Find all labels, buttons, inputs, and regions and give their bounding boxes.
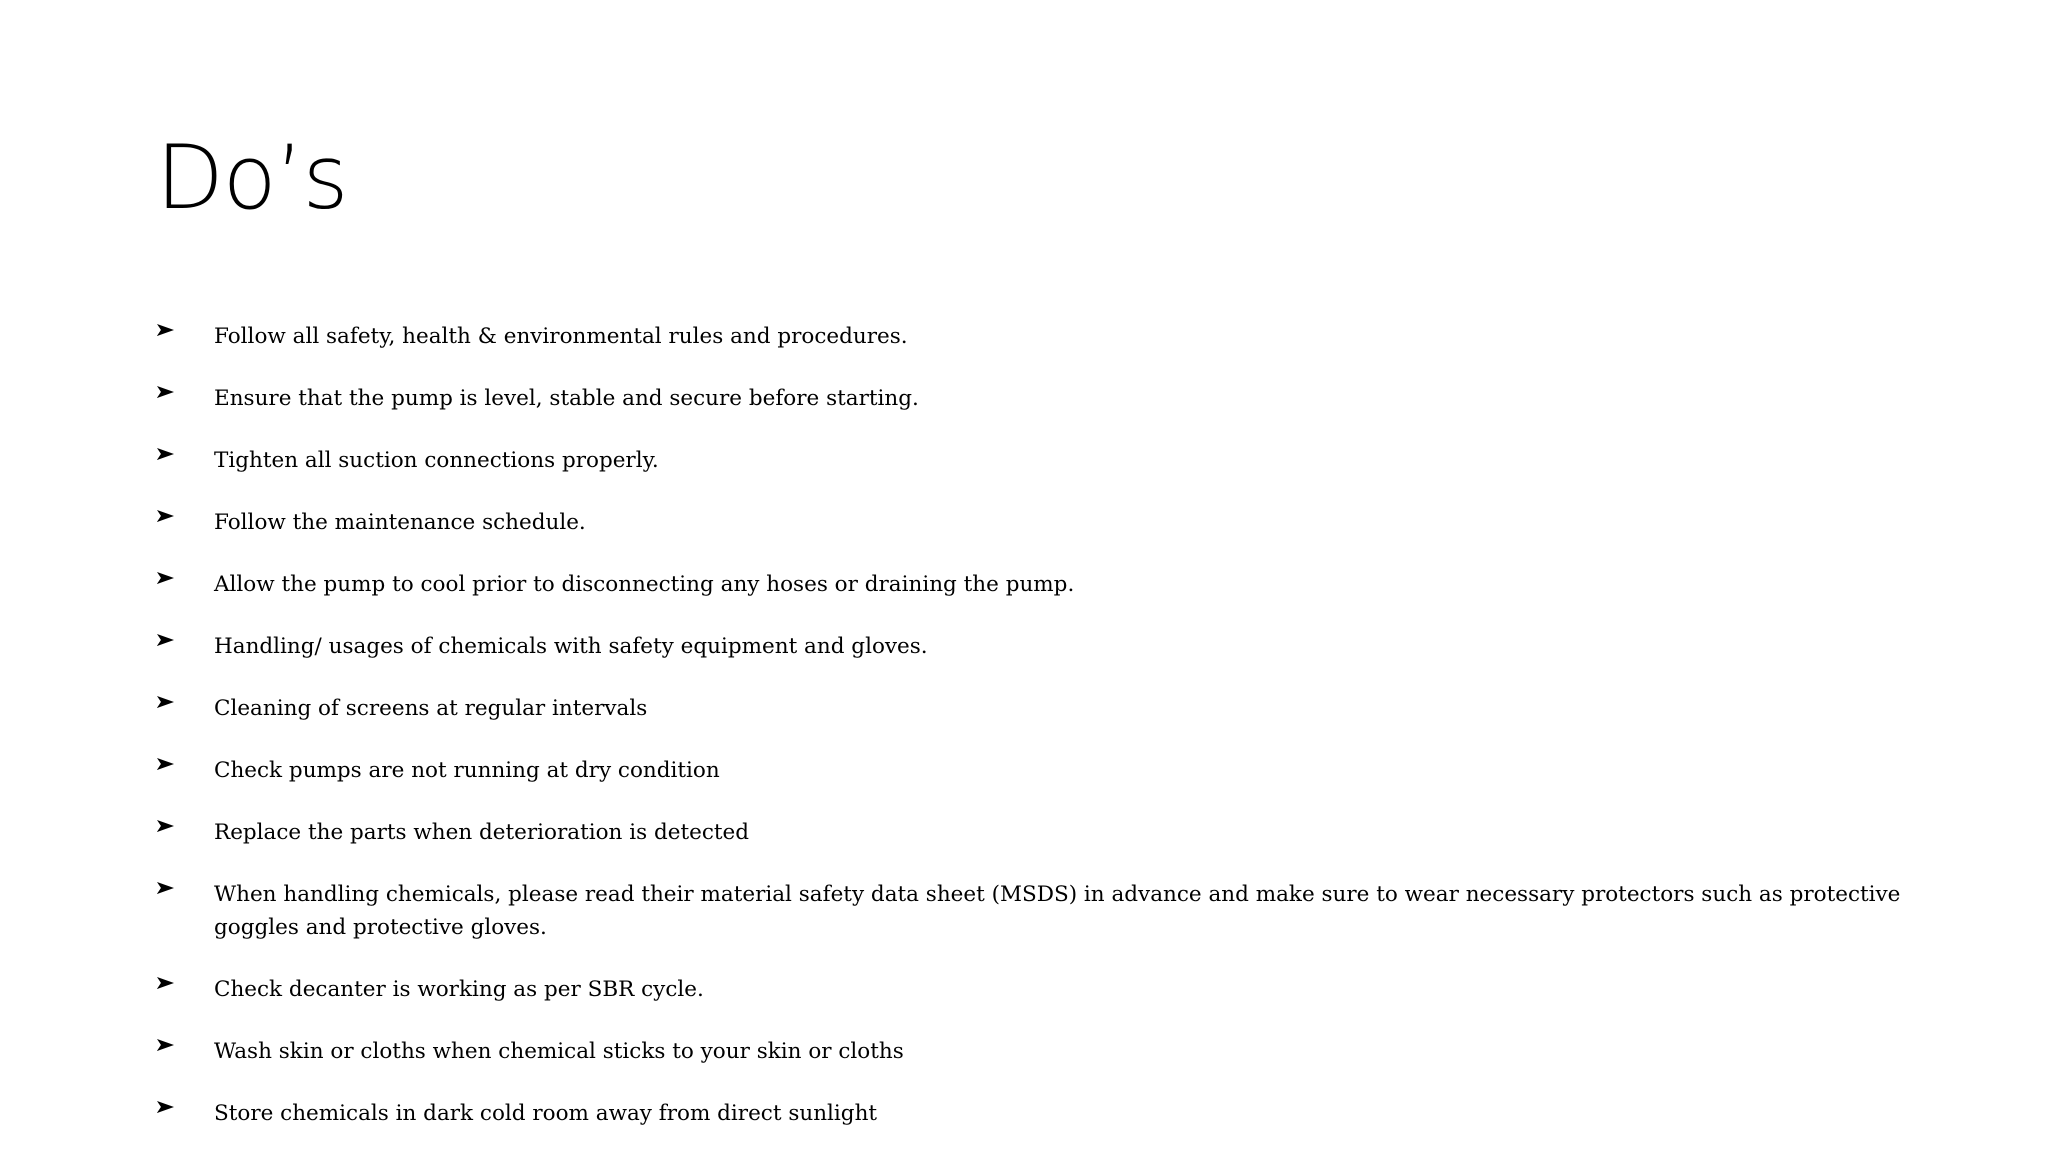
list-item [156, 444, 1916, 477]
list-item-text: Check decanter is working as per SBR cycle. [214, 977, 704, 1002]
list-item [156, 506, 1916, 539]
list-item-text: When handling chemicals, please read their material safety data sheet (MSDS) in advance and make sure to wear necessary protectors such as protective goggles and protective gloves. [214, 882, 1901, 940]
list-item [156, 973, 1916, 1006]
list-item-text: Handling/ usages of chemicals with safety equipment and gloves. [214, 634, 928, 659]
list-item [156, 754, 1916, 787]
arrowhead-bullet-icon [156, 378, 176, 408]
list-item [156, 1097, 1916, 1130]
list-item [156, 816, 1916, 849]
list-item-text: Cleaning of screens at regular intervals [214, 696, 648, 721]
list-item-text: Wash skin or cloths when chemical sticks to your skin or cloths [214, 1039, 904, 1064]
list-item-text: Replace the parts when deterioration is detected [214, 820, 749, 845]
arrowhead-bullet-icon [156, 812, 176, 842]
list-item-text: Store chemicals in dark cold room away from direct sunlight [214, 1101, 878, 1126]
slide-title: Do’s [156, 126, 348, 229]
arrowhead-bullet-icon [156, 1031, 176, 1061]
list-item [156, 692, 1916, 725]
bullet-list [156, 320, 1916, 1159]
list-item-text: Tighten all suction connections properly. [214, 448, 659, 473]
list-item-text: Allow the pump to cool prior to disconnecting any hoses or draining the pump. [214, 572, 1075, 597]
arrowhead-bullet-icon [156, 874, 176, 904]
arrowhead-bullet-icon [156, 440, 176, 470]
arrowhead-bullet-icon [156, 626, 176, 656]
arrowhead-bullet-icon [156, 969, 176, 999]
list-item [156, 630, 1916, 663]
list-item-text: Follow the maintenance schedule. [214, 510, 586, 535]
list-item-text: Ensure that the pump is level, stable and secure before starting. [214, 386, 919, 411]
list-item [156, 382, 1916, 415]
list-item-text: Check pumps are not running at dry condition [214, 758, 720, 783]
arrowhead-bullet-icon [156, 564, 176, 594]
list-item [156, 320, 1916, 353]
arrowhead-bullet-icon [156, 688, 176, 718]
arrowhead-bullet-icon [156, 1093, 176, 1123]
list-item [156, 878, 1916, 944]
arrowhead-bullet-icon [156, 316, 176, 346]
list-item [156, 568, 1916, 601]
list-item-text: Follow all safety, health & environmental rules and procedures. [214, 324, 908, 349]
arrowhead-bullet-icon [156, 502, 176, 532]
list-item [156, 1035, 1916, 1068]
arrowhead-bullet-icon [156, 750, 176, 780]
